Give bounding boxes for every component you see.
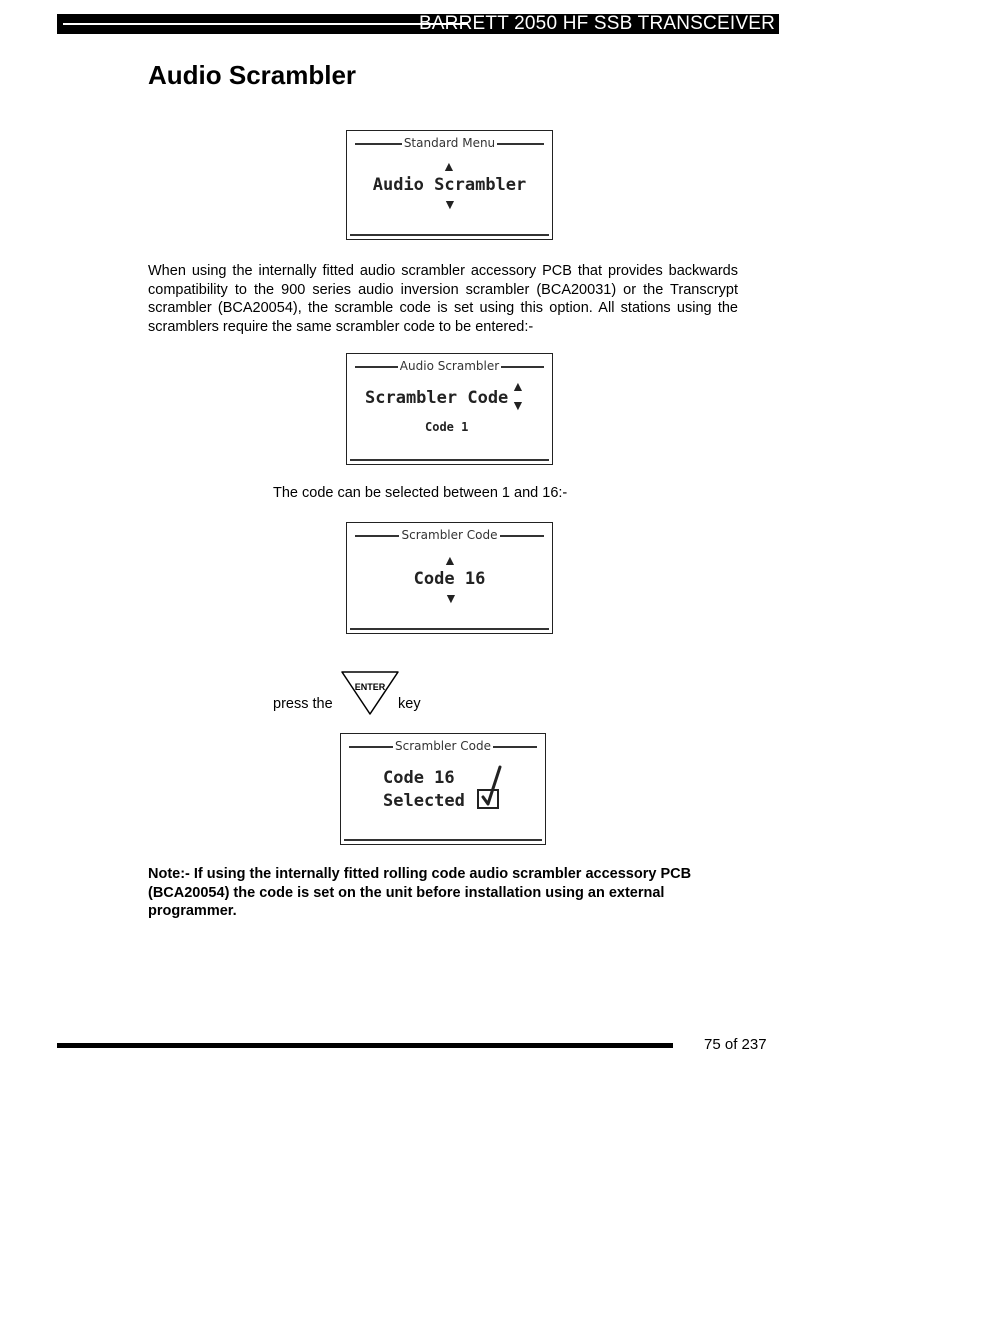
lcd-sub-text: Code 1 — [425, 420, 469, 434]
lcd-title-bar — [347, 527, 552, 543]
up-arrow-icon: ▲ — [442, 158, 456, 174]
lcd-scrambler-code — [346, 522, 553, 634]
lcd-title-bar — [341, 738, 545, 754]
press-text-after: key — [398, 696, 421, 712]
lcd-title: Scrambler Code — [401, 528, 498, 542]
caption: The code can be selected between 1 and 16:- — [273, 485, 568, 501]
lcd-main-text: Code 16 — [413, 569, 486, 589]
footer-rule — [57, 1043, 673, 1048]
lcd-title: Scrambler Code — [395, 739, 491, 753]
down-arrow-icon: ▼ — [511, 397, 525, 413]
lcd-standard-menu — [346, 130, 553, 240]
enter-key-label: ENTER — [354, 682, 386, 692]
header-rule — [63, 23, 468, 25]
up-arrow-icon: ▲ — [443, 552, 457, 568]
enter-key-icon — [338, 668, 402, 718]
note-paragraph: Note:- If using the internally fitted rolling code audio scrambler accessory PCB (BCA20054) the code is set on the unit before installation using an external programmer. — [148, 866, 692, 919]
press-text-before: press the — [273, 696, 333, 712]
lcd-title: Audio Scrambler — [399, 359, 500, 373]
body-paragraph: When using the internally fitted audio scrambler accessory PCB that provides backwards compatibility to the 900 series audio inversion scrambler (BCA20031) or the Transcrypt scrambler (BCA20054), the scramble code is set using this option. All stations using the scramblers require the same scrambler code to be entered:- — [148, 263, 738, 335]
lcd-line-1: Code 16 — [383, 768, 455, 788]
down-arrow-icon: ▼ — [443, 196, 457, 212]
lcd-title-bar — [347, 358, 552, 374]
page-title: Audio Scrambler — [148, 60, 357, 90]
header-bar — [57, 14, 779, 34]
lcd-line-2: Selected — [383, 791, 465, 811]
lcd-title-bar — [347, 135, 552, 151]
lcd-code-selected — [340, 733, 546, 845]
up-arrow-icon: ▲ — [511, 378, 525, 394]
header-title: BARRETT 2050 HF SSB TRANSCEIVER — [418, 13, 775, 34]
checkmark-icon — [475, 764, 505, 812]
lcd-audio-scrambler — [346, 353, 553, 465]
down-arrow-icon: ▼ — [444, 590, 458, 606]
lcd-title: Standard Menu — [403, 136, 496, 150]
lcd-main-text: Audio Scrambler — [372, 175, 527, 195]
lcd-main-text: Scrambler Code — [365, 388, 509, 408]
page-number: 75 of 237 — [704, 1036, 767, 1053]
